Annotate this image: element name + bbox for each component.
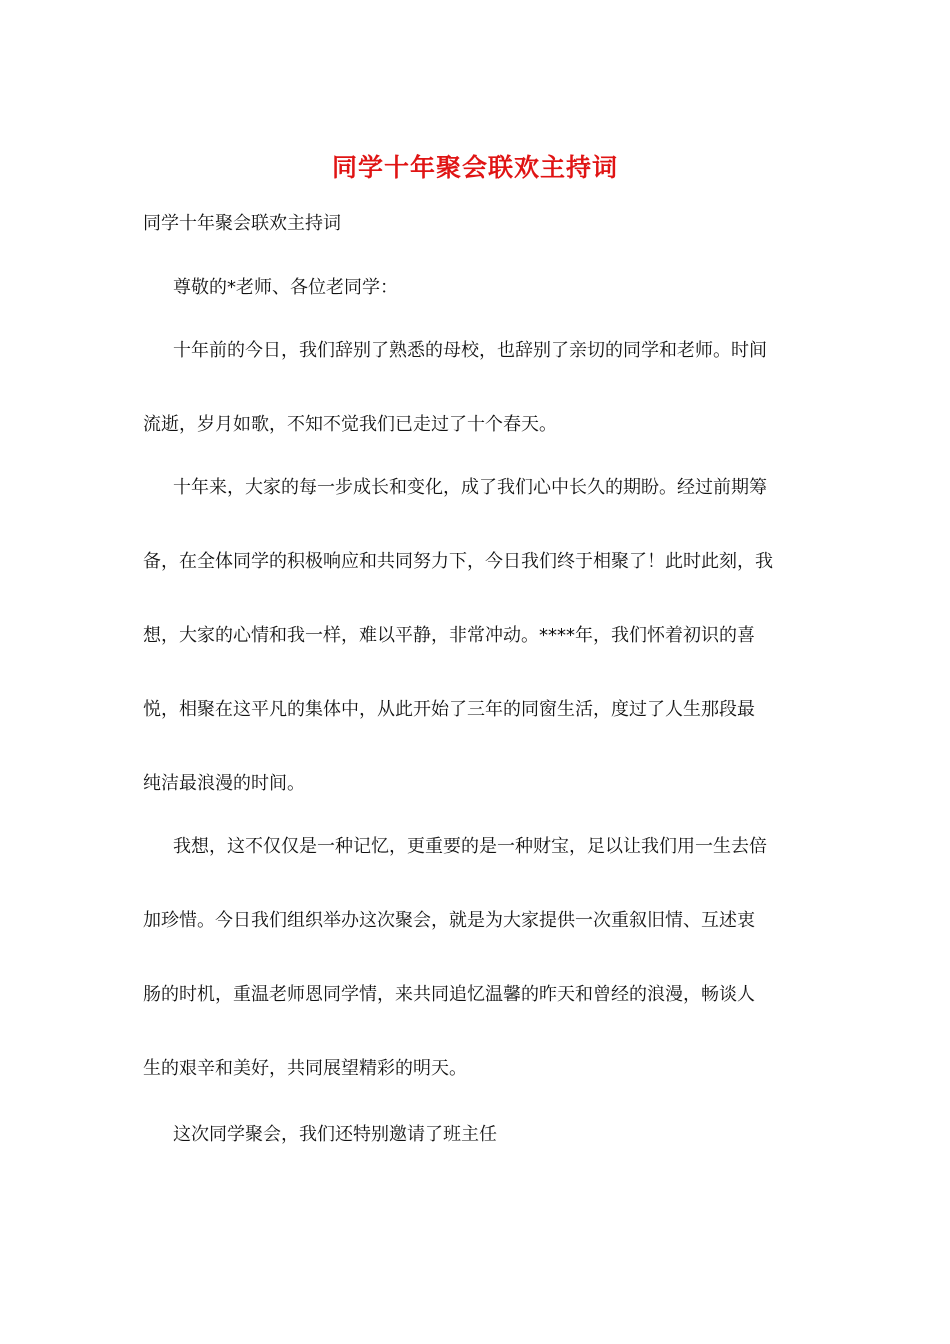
paragraph-line: 我想，这不仅仅是一种记忆，更重要的是一种财宝，足以让我们用一生去倍 (173, 836, 767, 857)
paragraph-line: 生的艰辛和美好，共同展望精彩的明天。 (143, 1058, 467, 1079)
paragraph-line: 这次同学聚会，我们还特别邀请了班主任 (173, 1124, 497, 1145)
paragraph-line: 悦，相聚在这平凡的集体中，从此开始了三年的同窗生活，度过了人生那段最 (143, 699, 755, 720)
paragraph-line: 流逝，岁月如歌，不知不觉我们已走过了十个春天。 (143, 414, 557, 435)
paragraph-line: 备，在全体同学的积极响应和共同努力下，今日我们终于相聚了！此时此刻，我 (143, 551, 773, 572)
paragraph-line: 加珍惜。今日我们组织举办这次聚会，就是为大家提供一次重叙旧情、互述衷 (143, 910, 755, 931)
paragraph-line: 纯洁最浪漫的时间。 (143, 773, 305, 794)
paragraph-line: 尊敬的*老师、各位老同学： (173, 277, 398, 298)
paragraph-line: 想，大家的心情和我一样，难以平静，非常冲动。****年，我们怀着初识的喜 (143, 625, 755, 646)
document-title: 同学十年聚会联欢主持词 (331, 153, 618, 182)
paragraph-line: 十年来，大家的每一步成长和变化，成了我们心中长久的期盼。经过前期筹 (173, 477, 767, 498)
paragraph-line: 十年前的今日，我们辞别了熟悉的母校，也辞别了亲切的同学和老师。时间 (173, 340, 767, 361)
document-subtitle: 同学十年聚会联欢主持词 (143, 213, 341, 234)
paragraph-line: 肠的时机，重温老师恩同学情，来共同追忆温馨的昨天和曾经的浪漫，畅谈人 (143, 984, 755, 1005)
